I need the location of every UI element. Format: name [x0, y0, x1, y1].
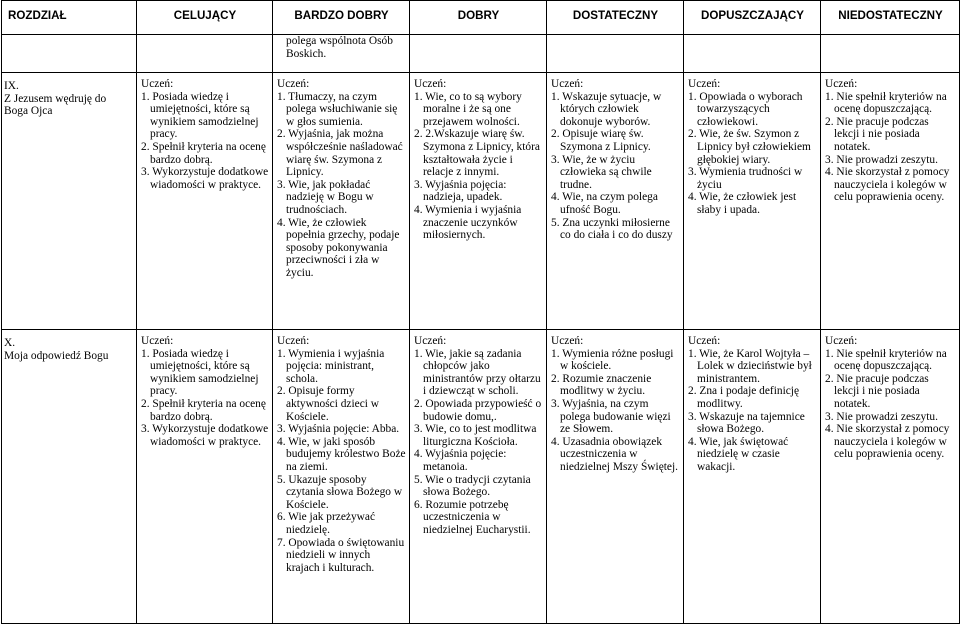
student-label: Uczeń: — [688, 78, 721, 90]
student-label: Uczeń: — [825, 335, 858, 347]
chapter-row-x — [2, 330, 960, 624]
header-niedostateczny: NIEDOSTATECZNY — [821, 1, 960, 35]
chapter-row-ix — [2, 73, 960, 330]
student-label: Uczeń: — [277, 78, 310, 90]
criteria-item: 3. Wie, że w życiu człowieka są chwile trudne. — [551, 153, 652, 191]
chapter-title: Z Jezusem wędruję do Boga Ojca — [4, 92, 107, 118]
student-label: Uczeń: — [277, 335, 310, 347]
header-dostateczny: DOSTATECZNY — [547, 1, 684, 35]
criteria-item: 2. Wie, że św. Szymon z Lipnicy był człowiekiem głębokiej wiary. — [688, 128, 811, 166]
criteria-item: 5. Zna uczynki miłosierne co do ciała i co do duszy — [551, 216, 673, 242]
criteria-item: 1. Wie, że Karol Wojtyła – Lolek w dzieciństwie był ministrantem. — [688, 347, 812, 385]
criteria-item: 2. Nie pracuje podczas lekcji i nie posiada notatek. — [825, 372, 929, 410]
criteria-item: 3. Wie, jak pokładać nadzieję w Bogu w trudnościach. — [277, 178, 374, 216]
student-label: Uczeń: — [414, 335, 447, 347]
criteria-item: 3. Nie prowadzi zeszytu. — [825, 410, 938, 423]
student-label: Uczeń: — [551, 78, 584, 90]
criteria-item: 6. Rozumie potrzebę uczestniczenia w niedzielnej Eucharystii. — [414, 498, 531, 536]
cell-celujacy — [137, 330, 273, 624]
criteria-item: 3. Wykorzystuje dodatkowe wiadomości w praktyce. — [141, 423, 269, 448]
criteria-item: 1. Wskazuje sytuacje, w których człowiek dokonuje wyborów. — [551, 90, 662, 128]
student-label: Uczeń: — [141, 335, 174, 347]
criteria-item: 6. Wie jak przeżywać niedzielę. — [277, 511, 375, 536]
cell-dostateczny — [547, 73, 684, 330]
criteria-item: 1. Wie, jakie są zadania chłopców jako ministrantów przy ołtarzu i dziewcząt w scholi. — [414, 347, 541, 398]
cell-dostateczny — [547, 330, 684, 624]
carryover-empty-cell — [821, 35, 960, 73]
criteria-item: 3. Wyjaśnia, na czym polega budowanie więzi ze Słowem. — [551, 397, 671, 436]
criteria-item: 1. Nie spełnił kryteriów na ocenę dopuszczającą. — [825, 347, 947, 373]
header-row — [2, 1, 960, 35]
chapter-cell — [2, 330, 137, 624]
criteria-item: 4. Wyjaśnia pojęcie: metanoia. — [414, 448, 507, 473]
criteria-item: 3. Wykorzystuje dodatkowe wiadomości w praktyce. — [141, 166, 269, 191]
criteria-item: 4. Uzasadnia obowiązek uczestniczenia w niedzielnej Mszy Świętej. — [551, 435, 678, 473]
cell-dobry — [410, 73, 547, 330]
criteria-item: 1. Wie, co to są wybory moralne i że są one przejawem wolności. — [414, 90, 522, 128]
criteria-item: 2. Nie pracuje podczas lekcji i nie posiada notatek. — [825, 115, 929, 153]
criteria-item: 3. Wie, co to jest modlitwa liturgiczna Kościoła. — [414, 423, 537, 448]
criteria-item: 1. Wymienia różne posługi w kościele. — [551, 347, 674, 373]
carryover-row — [2, 35, 960, 73]
criteria-item: 2. Wyjaśnia, jak można współcześnie naśladować wiarę św. Szymona z Lipnicy. — [277, 128, 403, 179]
criteria-item: 2. Opisuje formy aktywności dzieci w Kościele. — [277, 385, 379, 423]
cell-bardzo-dobry — [273, 330, 410, 624]
criteria-item: 4. Nie skorzystał z pomocy nauczyciela i kolegów w celu poprawienia oceny. — [825, 166, 950, 204]
criteria-item: 2. Opowiada przypowieść o budowie domu,. — [414, 397, 542, 423]
header-rozdzial: ROZDZIAŁ — [2, 1, 137, 35]
chapter-number: X. — [4, 337, 16, 349]
criteria-item: 4. Nie skorzystał z pomocy nauczyciela i kolegów w celu poprawienia oceny. — [825, 423, 950, 461]
criteria-item: 4. Wie, na czym polega ufność Bogu. — [551, 191, 658, 216]
criteria-item: 3. Wyjaśnia pojęcia: nadzieja, upadek. — [414, 178, 507, 204]
student-label: Uczeń: — [414, 78, 447, 90]
header-dopuszczajacy: DOPUSZCZAJĄCY — [684, 1, 821, 35]
criteria-item: 1. Nie spełnił kryteriów na ocenę dopuszczającą. — [825, 90, 947, 116]
criteria-item: 2. Spełnił kryteria na ocenę bardzo dobrą. — [141, 140, 266, 166]
chapter-number: IX. — [4, 80, 19, 92]
header-bardzo-dobry: BARDZO DOBRY — [273, 1, 410, 35]
carryover-empty-cell — [684, 35, 821, 73]
student-label: Uczeń: — [825, 78, 858, 90]
cell-bardzo-dobry — [273, 73, 410, 330]
criteria-item: 7. Opowiada o świętowaniu niedzieli w innych krajach i kulturach. — [277, 536, 405, 574]
criteria-item: 4. Wie, w jaki sposób budujemy królestwo Boże na ziemi. — [277, 435, 406, 473]
cell-niedostateczny — [821, 330, 960, 624]
carryover-empty-cell — [2, 35, 137, 73]
header-dobry: DOBRY — [410, 1, 547, 35]
cell-dobry — [410, 330, 547, 624]
criteria-item: 4. Wymienia i wyjaśnia znaczenie uczynków miłosiernych. — [414, 203, 522, 242]
criteria-item: 3. Wskazuje na tajemnice słowa Bożego. — [688, 410, 805, 436]
criteria-item: 3. Nie prowadzi zeszytu. — [825, 153, 938, 166]
cell-celujacy — [137, 73, 273, 330]
cell-dopuszczajacy — [684, 330, 821, 624]
criteria-item: 2. Opisuje wiarę św. Szymona z Lipnicy. — [551, 128, 651, 153]
criteria-item: 2. Spełnił kryteria na ocenę bardzo dobrą. — [141, 397, 266, 423]
criteria-item: 2. Rozumie znaczenie modlitwy w życiu. — [551, 372, 652, 398]
criteria-item: 2. Zna i podaje definicję modlitwy. — [688, 385, 800, 410]
student-label: Uczeń: — [141, 78, 174, 90]
criteria-item: 1. Posiada wiedzę i umiejętności, które są wynikiem samodzielnej pracy. — [141, 90, 259, 141]
criteria-item: 1. Wymienia i wyjaśnia pojęcia: ministrant, schola. — [277, 347, 385, 385]
header-celujacy: CELUJĄCY — [137, 1, 273, 35]
criteria-item: 1. Posiada wiedzę i umiejętności, które są wynikiem samodzielnej pracy. — [141, 347, 259, 398]
criteria-item: 2. 2.Wskazuje wiarę św. Szymona z Lipnicy, która kształtowała życie i relacje z innymi. — [414, 128, 540, 179]
carryover-empty-cell — [547, 35, 684, 73]
chapter-cell — [2, 73, 137, 330]
carryover-empty-cell — [410, 35, 547, 73]
criteria-item: 3. Wymienia trudności w życiu — [688, 166, 803, 191]
criteria-item: 1. Tłumaczy, na czym polega wsłuchiwanie się w głos sumienia. — [277, 90, 398, 128]
grading-table — [1, 0, 960, 624]
criteria-item: 4. Wie, że człowiek popełnia grzechy, podaje sposoby pokonywania przeciwności i zła w życiu. — [277, 216, 400, 279]
carryover-empty-cell — [137, 35, 273, 73]
carryover-text: polega wspólnota Osób Boskich. — [286, 35, 393, 60]
chapter-title: Moja odpowiedź Bogu — [4, 349, 109, 362]
cell-dopuszczajacy — [684, 73, 821, 330]
cell-niedostateczny — [821, 73, 960, 330]
criteria-item: 4. Wie, że człowiek jest słaby i upada. — [688, 191, 797, 216]
criteria-item: 1. Opowiada o wyborach towarzyszących człowiekowi. — [688, 90, 803, 128]
criteria-item: 5. Wie o tradycji czytania słowa Bożego. — [414, 473, 531, 499]
criteria-item: 4. Wie, jak świętować niedzielę w czasie wakacji. — [688, 435, 789, 473]
criteria-item: 5. Ukazuje sposoby czytania słowa Bożego w Kościele. — [277, 473, 403, 511]
carryover-text-cell — [273, 35, 410, 73]
student-label: Uczeń: — [551, 335, 584, 347]
student-label: Uczeń: — [688, 335, 721, 347]
criteria-item: 3. Wyjaśnia pojęcie: Abba. — [277, 423, 400, 436]
